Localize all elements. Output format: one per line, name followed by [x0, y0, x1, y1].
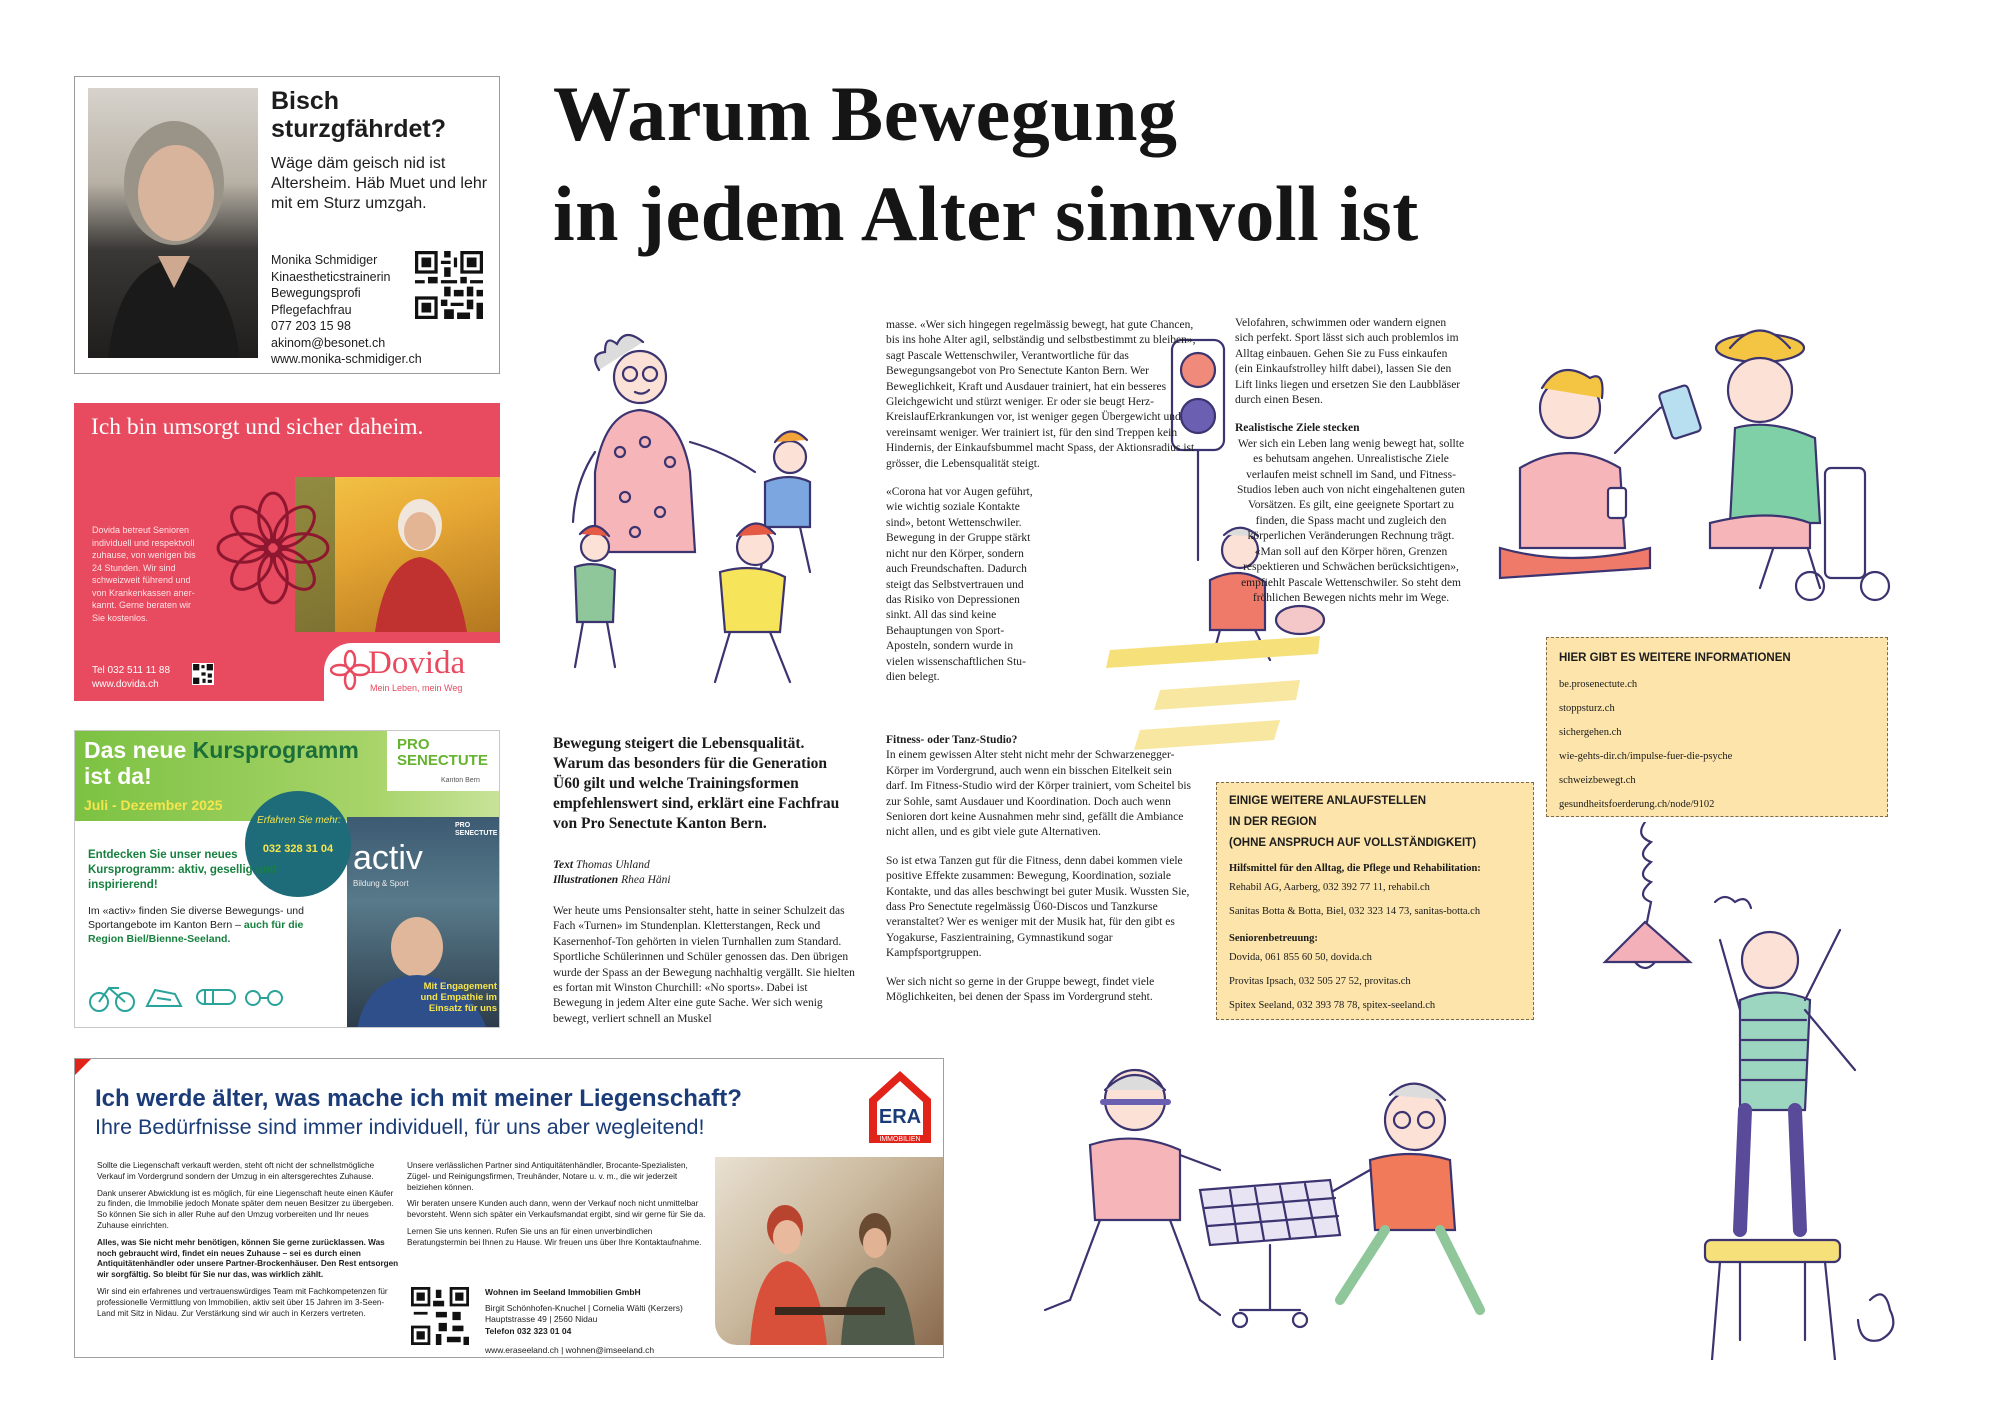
info-box-regional-contacts: [1216, 782, 1534, 1020]
article-paragraph: Velofahren, schwimmen oder wandern eignen sich perfekt. Sport lässt sich auch problemlos im Alltag einbauen. Gehen Sie zu Fuss einkaufen (ein Einkaufstrolley hilft dabei), lassen Sie den Lift links liegen und ersetzen Sie den Laubbläser durch einen Besen.: [1235, 317, 1461, 407]
box-entry: Spitex Seeland, 032 393 78 78, spitex-seeland.ch: [1229, 1000, 1436, 1011]
headline-line: in jedem Alter sinnvoll ist: [553, 170, 1419, 257]
portrait-photo: [88, 88, 258, 358]
ad-body-column: [407, 1161, 707, 1255]
article-paragraph: Wer sich ein Leben lang wenig bewegt hat, sollte es behutsam angehen. Unrealistische Ziele verlaufen meist schnell im Sand, und Fitness-Studios leben auch von nicht eingehaltenen guten Vorsätzen. Es gilt, eine geeignete Sportart zu finden, die Spass macht und zugleich den körperlichen Veränderungen Rechnung trägt. «Man soll auf den Körper hören, Grenzen respektieren und Schwächen berücksichtigen», empfiehlt Pascale Wettenschwiler. So steht dem fröhlichen Bewegen nichts mehr im Wege.: [1236, 437, 1466, 604]
contact-email: akinom@besonet.ch: [271, 335, 386, 350]
article-column: [886, 733, 1196, 1019]
ad-paragraph: Lernen Sie uns kennen. Rufen Sie uns an für einen unverbindlichen Beratungstermin bei Ihnen zu Hause. Wir freuen uns über Ihre Kontaktaufnahme.: [407, 1226, 702, 1247]
brand-subtitle: Kanton Bern: [441, 777, 480, 784]
article-credits: [553, 858, 855, 888]
article-column: [553, 904, 855, 1040]
qr-code-icon: [192, 663, 214, 685]
ad-headline: Das neue Kursprogramm ist da!: [84, 737, 359, 789]
ad-era-immobilien: [74, 1058, 944, 1358]
contact-phone: 032 328 31 04: [262, 843, 334, 855]
ad-pro-senectute: [74, 730, 500, 1028]
program-dates: Juli - Dezember 2025: [84, 797, 223, 813]
ad-monika-schmidiger: [74, 76, 500, 374]
article-column: [886, 318, 1196, 698]
contact-role: Kinaestheticstrainerin: [271, 269, 391, 284]
ad-body: Wäge däm geisch nid ist Altersheim. Häb Muet und lehr mit em Sturz umzgah.: [271, 155, 488, 212]
firm-address: Hauptstrasse 49 | 2560 Nidau: [485, 1314, 598, 1324]
credit-label: Illustrationen: [553, 874, 619, 886]
sport-icons: [85, 976, 295, 1016]
article-column: [1235, 316, 1467, 619]
magazine-subtitle: Bildung & Sport: [353, 879, 409, 888]
man-on-stool-illustration: [1700, 900, 1900, 1360]
article-paragraph: Wer heute ums Pensionsalter steht, hatte in seiner Schulzeit das Fach «Turnen» im Stundenplan. Kletterstangen, Reck und Kasernenhof-Ton gehörten in vielen Turnhallen zum Standard. Sportliche Schülerinnen und Schüler genossen das. Den übrigen wurde der Spass an der Bewegung nachhaltig vergällt. Sie hielten es fortan mit Winston Churchill: «No sports». Dabei ist Bewegung in jedem Alter eine gute Sache. Wer sich wenig bewegt, verliert schnell an Muskel: [553, 905, 855, 1025]
firm-people: Birgit Schönhofen-Knuchel | Cornelia Wälti (Kerzers): [485, 1302, 683, 1313]
brand-logo: Dovida: [368, 645, 466, 681]
contact-website: www.dovida.ch: [92, 679, 159, 690]
article-paragraph: masse. «Wer sich hingegen regelmässig bewegt, hat gute Chancen, bis ins hohe Alter agil, selbständig und selbstbestimmt zu bleiben», sagt Pascale Wettenschwiler, Verantwortliche für das Bewegungsangebot von Pro Senectute Kanton Bern. Wer Beweglichkeit, Kraft und Ausdauer trainiert, hat ein besseres Gleichgewicht und stürzt weniger. Er oder sie beugt Herz-KreislaufErkrankungen vor, ist weniger gegen Übergewicht und vereinsamt weniger. Wer trainiert ist, für den sind Treppen kein Hindernis, der Einkaufsbummel macht Spass, der Aktionsradius ist grösser, die Lebensqualität steigt.: [886, 319, 1196, 470]
contact-circle-label: Erfahren Sie mehr:: [257, 815, 341, 826]
box-entry: Dovida, 061 855 60 50, dovida.ch: [1229, 952, 1372, 963]
contact-role: Pflegefachfrau: [271, 302, 352, 317]
ad-lead: Entdecken Sie unser neues Kursprogramm: aktiv, gesellig und inspirierend!: [88, 849, 277, 891]
ad-body: Dovida betreut Senioren individuell und respektvoll zuhause, von wenigen bis 24 Stunden. Wir sind schweizweit führend und von Krankenkassen anerkannt. Gerne beraten wir Sie kostenlos.: [92, 525, 196, 623]
firm-name: Wohnen im Seeland Immobilien GmbH: [485, 1287, 641, 1297]
info-link[interactable]: wie-gehts-dir.ch/impulse-fuer-die-psyche: [1559, 751, 1733, 762]
credit-author: Thomas Uhland: [575, 859, 650, 871]
info-link[interactable]: be.prosenectute.ch: [1559, 679, 1638, 690]
magazine-caption: Mit Engagement und Empathie im Einsatz für uns: [420, 981, 497, 1014]
chess-seniors-illustration: [1040, 1060, 1540, 1360]
credit-illustrator: Rhea Häni: [621, 874, 671, 886]
box-entry: Provitas Ipsach, 032 505 27 52, provitas.ch: [1229, 976, 1411, 987]
info-box-more-information: [1546, 637, 1888, 817]
qr-code-icon: [411, 1287, 469, 1345]
ad-paragraph: Sollte die Liegenschaft verkauft werden, steht oft nicht der schnellstmögliche Verkauf im Vordergrund sondern der Umzug in ein altersgerechtes Zuhause.: [97, 1161, 375, 1181]
corner-accent: [75, 1059, 91, 1075]
contact-website: www.monika-schmidiger.ch: [271, 352, 422, 366]
article-headline: [553, 64, 1653, 264]
svg-text:IMMOBILIEN: IMMOBILIEN: [879, 1136, 921, 1143]
contact-phone: 077 203 15 98: [271, 319, 351, 333]
dancing-grandma-kids-illustration: [565, 322, 865, 692]
box-title: HIER GIBT ES WEITERE INFORMATIONEN: [1559, 652, 1791, 664]
info-link[interactable]: sichergehen.ch: [1559, 727, 1622, 738]
ad-paragraph: Alles, was Sie nicht mehr benötigen, können Sie gerne zurücklassen. Was noch gebraucht wird, findet ein neues Zuhause – sei es durch einen Antiquitätenhändler oder unsere Partner-Brockenhäuser. Den Rest entsorgen wir sorgfältig. So bleibt für Sie nur das, was wirklich zählt.: [97, 1237, 399, 1280]
dovida-logo-icon: [330, 650, 370, 690]
info-link[interactable]: gesundheitsfoerderung.ch/node/9102: [1559, 799, 1715, 810]
credit-label: Text: [553, 859, 574, 871]
contact-phone: Tel 032 511 11 88: [92, 665, 171, 676]
svg-text:ERA: ERA: [878, 1106, 922, 1128]
brand-slogan: Mein Leben, mein Weg: [370, 683, 463, 693]
box-title: (OHNE ANSPRUCH AUF VOLLSTÄNDIGKEIT): [1229, 837, 1477, 849]
ad-headline: Bisch sturzgfährdet?: [271, 87, 446, 143]
ad-headline: Ich bin umsorgt und sicher daheim.: [91, 414, 424, 440]
era-house-logo-icon: [867, 1069, 933, 1145]
box-title: EINIGE WEITERE ANLAUFSTELLEN: [1229, 795, 1426, 807]
seniors-smartphone-illustration: [1480, 318, 1900, 608]
ad-headline: Ich werde älter, was mache ich mit meiner Liegenschaft?: [95, 1085, 742, 1112]
contact-role: Bewegungsprofi: [271, 286, 361, 300]
info-link[interactable]: stoppsturz.ch: [1559, 703, 1615, 714]
ad-body: Im «activ» finden Sie diverse Bewegungs- und Sportangebote im Kanton Bern – auch für die Region Biel/Bienne-Seeland.: [88, 905, 304, 945]
magazine-brand: PRO SENECTUTE: [455, 822, 498, 837]
firm-contact: [485, 1287, 715, 1357]
box-entry: Rehabil AG, Aarberg, 032 392 77 11, rehabil.ch: [1229, 882, 1430, 893]
article-paragraph: So ist etwa Tanzen gut für die Fitness, denn dabei kommen viele positive Effekte zusammen: Bewegung, Koordination, soziale Kontakte, und das alles beschwingt bei guter Musik. Wussten Sie, dass Pro Senectute regelmässig Ü60-Discos und Tanzkurse veranstaltet? Wer es weniger mit der Musik hat, für den gibt es Yogakurse, Faszientraining, Gymnastikund sogar Kampfsportgruppen.: [886, 854, 1190, 960]
ad-paragraph: Wir beraten unsere Kunden auch dann, wenn der Verkauf noch nicht unmittelbar bevorsteht. Wenn sich später ein Verkaufsmandat ergibt, sind wir gerne für Sie da.: [407, 1199, 706, 1220]
article-subhead: Fitness- oder Tanz-Studio?: [886, 734, 1018, 746]
magazine-title: activ: [353, 839, 423, 877]
ad-paragraph: Wir sind ein erfahrenes und vertrauenswürdiges Team mit Fachkompetenzen für professionelle Vermittlung von Immobilien, aktiv seit über 15 Jahren im 3-Seen-Land mit Sitz in Nidau. Zur Verstärkung sind wir auch in Kerzers vertreten.: [97, 1286, 388, 1318]
article-lede: Bewegung steigert die Lebensqualität. Warum das besonders für die Generation Ü60 gilt und welche Trainingsformen empfehlenswert sind, erklärt eine Fachfrau von Pro Senectute Kanton Bern.: [553, 735, 840, 832]
article-paragraph: In einem gewissen Alter steht nicht mehr der Schwarzenegger-Körper im Vordergrund, auch wenn ein bisschen Eitelkeit sein darf. Im Fitness-Studio wird der Körper trainiert, vom Scheitel bis zur Sohle, samt Ausdauer und Koordination. Doch auch wenn Senioren dort keine Ausnahmen mehr sind, gefällt die Ambiance nicht allen, und es gibt viele gute Alternativen.: [886, 749, 1192, 839]
info-link[interactable]: schweizbewegt.ch: [1559, 775, 1636, 786]
firm-phone: Telefon 032 323 01 04: [485, 1325, 572, 1336]
headline-line: Warum Bewegung: [553, 70, 1178, 157]
box-subtitle: Seniorenbetreuung:: [1229, 933, 1318, 944]
firm-web: www.eraseeland.ch | wohnen@imseeland.ch: [485, 1345, 655, 1355]
box-title: IN DER REGION: [1229, 816, 1317, 828]
article-paragraph: «Corona hat vor Augen geführt, wie wichtig soziale Kontakte sind», betont Wettenschwiler. Bewegung in der Gruppe stärkt nicht nur den Körper, sondern auch Freundschaften. Dadurch steigt das Selbstvertrauen und das Risiko von Depressionen sinkt. All das sind keine Behauptungen von Sport-Aposteln, sondern wurde in vielen wissenschaftlichen Studien belegt.: [886, 486, 1033, 683]
article-subhead: Realistische Ziele stecken: [1235, 422, 1360, 435]
ad-subheadline: Ihre Bedürfnisse sind immer individuell, für uns aber wegleitend!: [95, 1115, 705, 1139]
brand-logo: PRO SENECTUTE: [397, 736, 488, 769]
box-subtitle: Hilfsmittel für den Alltag, die Pflege und Rehabilitation:: [1229, 863, 1481, 874]
consultation-photo: [715, 1157, 943, 1345]
ad-dovida: [74, 403, 500, 701]
ad-paragraph: Unsere verlässlichen Partner sind Antiquitätenhändler, Brocante-Spezialisten, Zügel- und Reinigungsfirmen, Treuhänder, Notare u. v. m., die wir jederzeit beiziehen können.: [407, 1161, 688, 1192]
contact-name: Monika Schmidiger: [271, 253, 378, 267]
qr-code-icon: [415, 251, 483, 319]
box-entry: Sanitas Botta & Botta, Biel, 032 323 14 73, sanitas-botta.ch: [1229, 906, 1481, 917]
ad-paragraph: Dank unserer Abwicklung ist es möglich, für eine Liegenschaft heute einen Käufer zu finden, die Immobilie jedoch Monate später dem neuen Besitzer zu übergeben. So können Sie sich in aller Ruhe auf den Umzug vorbereiten und Ihr neues Zuhause einrichten.: [97, 1188, 394, 1230]
ad-body-column: [97, 1161, 399, 1325]
flower-logo-icon: [212, 487, 334, 609]
article-paragraph: Wer sich nicht so gerne in der Gruppe bewegt, findet viele Möglichkeiten, bei denen der Spass im Vordergrund steht.: [886, 975, 1155, 1004]
